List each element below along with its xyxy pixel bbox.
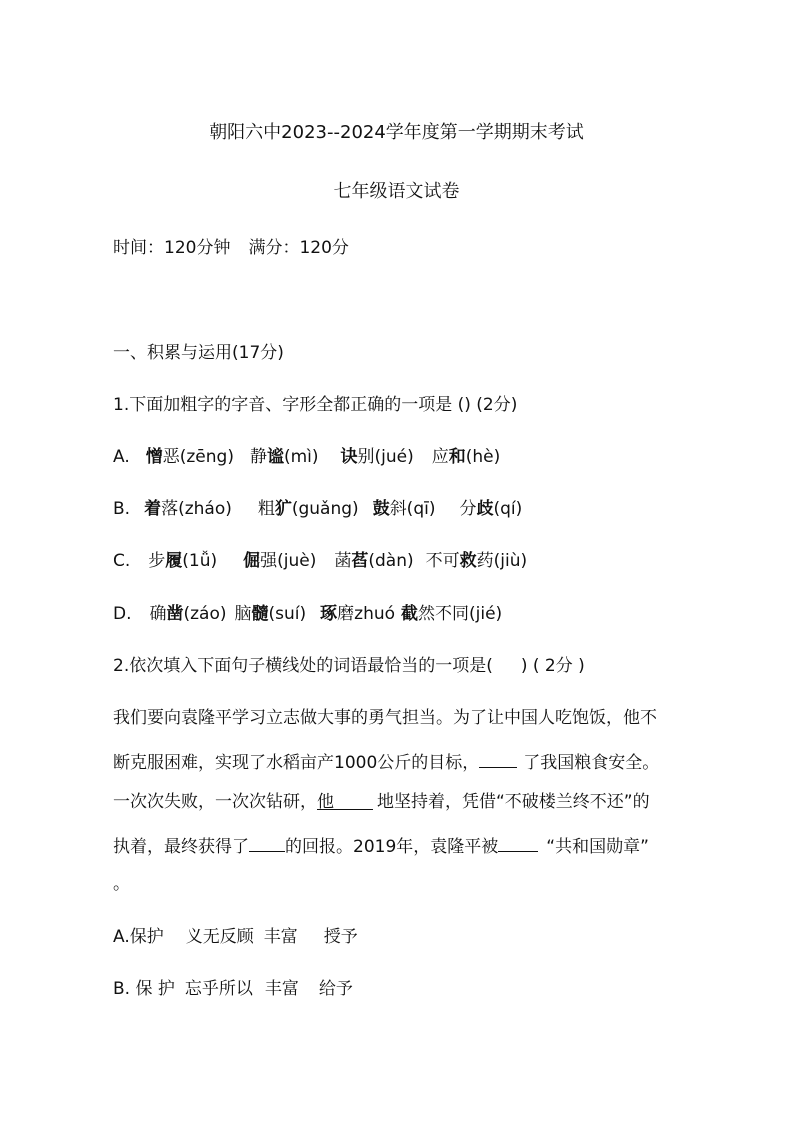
q1-option-b: B. 着落(zháo) 粗犷(guǎng) 鼓斜(qī) 分歧(qí) [113,499,523,519]
exam-title: 朝阳六中2023--2024学年度第一学期期末考试 [209,122,584,143]
q2-passage-line-5: 。 [113,874,130,894]
section-heading: 一、积累与运用(17分) [113,343,284,363]
fill-blank-4 [498,833,538,852]
q1-option-d: D. 确凿(záo) 脑髓(suí) 琢磨zhuó 截然不同(jié) [113,604,503,624]
q2-passage-line-2: 断克服困难，实现了水稻亩产1000公斤的目标， 了我国粮食安全。 [113,749,659,774]
q2-passage-line-3: 一次次失败，一次次钻研，他 地坚持着，凭借“不破楼兰终不还”的 [113,792,650,812]
question-2-stem: 2.依次填入下面句子横线处的词语最恰当的一项是( ) ( 2分 ) [113,656,585,676]
q2-option-b: B. 保 护 忘乎所以 丰富 给予 [113,979,353,999]
fill-blank-2: 他 [317,791,373,810]
score-label: 满分：120分 [248,238,349,258]
time-label: 时间：120分钟 [113,238,231,258]
q2-passage-line-1: 我们要向袁隆平学习立志做大事的勇气担当。为了让中国人吃饱饭，他不 [113,708,657,728]
exam-subtitle: 七年级语文试卷 [333,181,460,202]
exam-info [113,237,349,259]
q2-passage-line-4: 执着，最终获得了 的回报。2019年，袁隆平被 “共和国勋章” [113,833,649,858]
q2-option-a: A.保护 义无反顾 丰富 授予 [113,927,358,947]
q1-option-a: A. 憎恶(zēng) 静谧(mì) 诀别(jué) 应和(hè) [113,447,501,467]
fill-blank-1 [479,749,517,768]
fill-blank-3 [249,833,285,852]
question-1-stem: 1.下面加粗字的字音、字形全都正确的一项是 () (2分) [113,395,518,415]
q1-option-c: C. 步履(1ǚ) 倔强(juè) 菡萏(dàn) 不可救药(jiù) [113,551,528,571]
